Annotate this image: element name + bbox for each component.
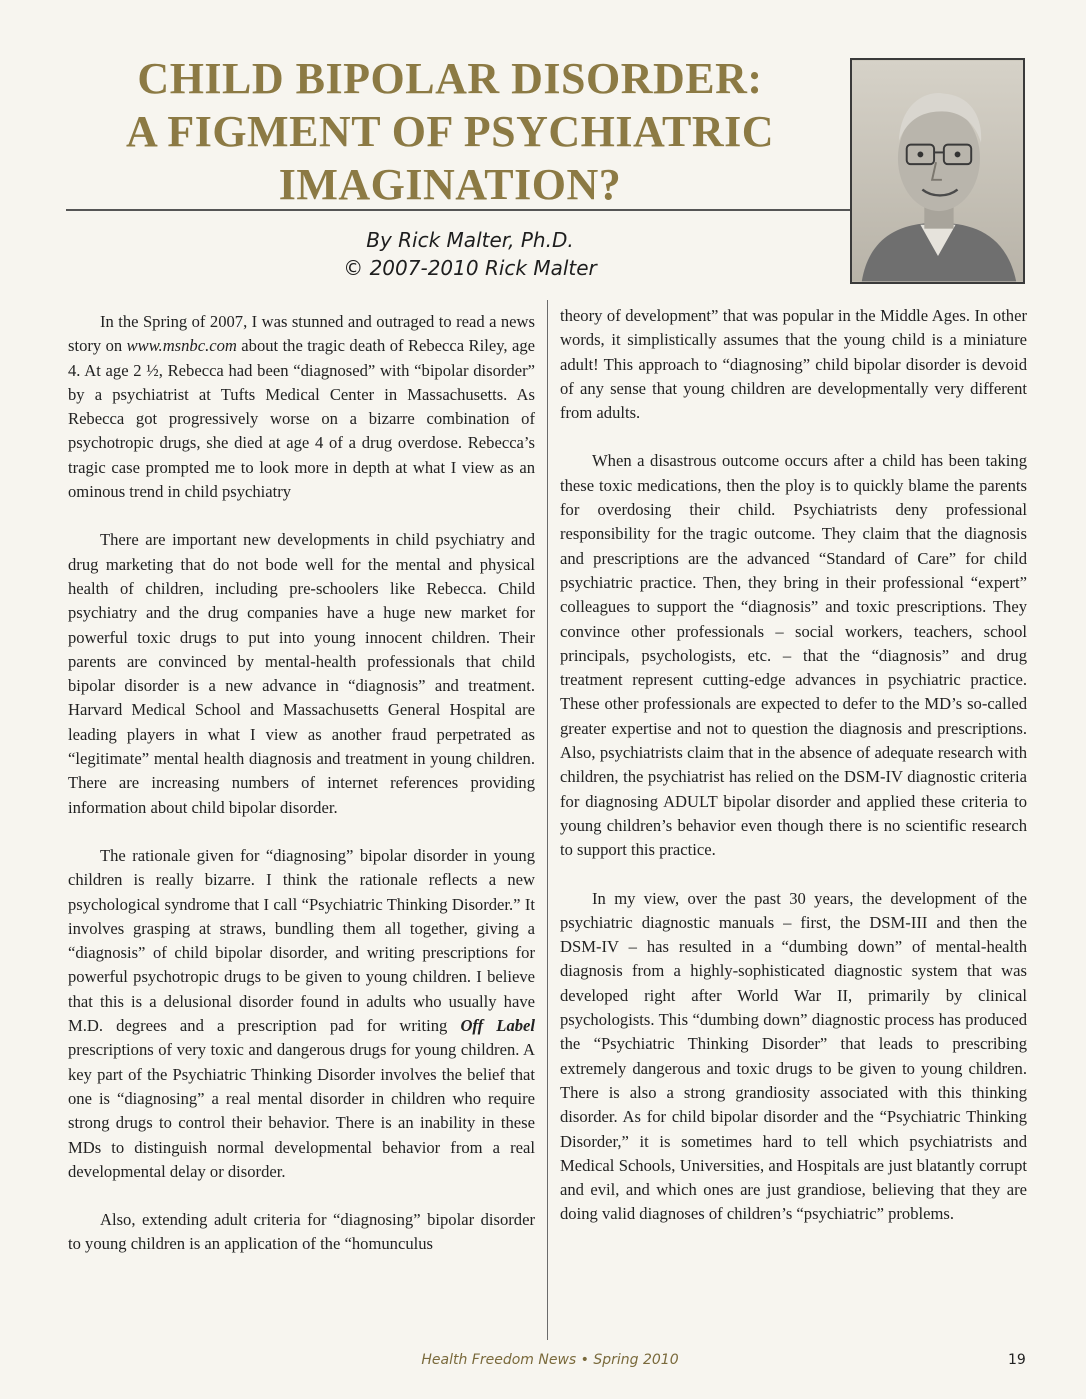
- column-divider: [547, 300, 548, 1340]
- author-photo: [850, 58, 1025, 284]
- paragraph-text: The rationale given for “diagnosing” bipolar disorder in young children is really bizarre. I think the rationale reflects a new psychological syndrome that I call “Psychiatric Thinking Disorder.” It involves grasping at straws, bundling them all together, giving a “diagnosis” of child bipolar disorder, and writing prescriptions for powerful psychotropic drugs to be given to young children. I believe that this is a delusional disorder found in adults who usually have M.D. degrees and a prescription pad for writing: [68, 845, 535, 1036]
- author-name: By Rick Malter, Ph.D.: [366, 228, 574, 252]
- title-line-3: IMAGINATION?: [278, 160, 622, 209]
- paragraph-text: prescriptions of very toxic and dangerous drugs for young children. A key part of the Psychiatric Thinking Disorder involves the belief that one is “diagnosing” a real mental disorder in children who require strong drugs to control their behavior. There is an inability in these MDs to distinguish normal developmental behavior from a real developmental delay or disorder.: [68, 1040, 535, 1181]
- emphasis-off-label: Off Label: [460, 1016, 536, 1036]
- publication-name: Health Freedom News • Spring 2010: [421, 1352, 679, 1368]
- title-line-1: CHILD BIPOLAR DISORDER:: [137, 54, 763, 103]
- byline: [280, 226, 660, 282]
- paragraph: Also, extending adult criteria for “diagnosing” bipolar disorder to young children is an application of the “homunculus: [68, 1210, 535, 1254]
- paragraph: There are important new developments in child psychiatry and drug marketing that do not bode well for the mental and physical health of children, including pre-schoolers like Rebecca. Child psychiatry and the drug companies have a huge new market for powerful toxic drugs to put into young innocent children. Their parents are convinced by mental-health professionals that child bipolar disorder is a new advance in “diagnosis” and treatment. Harvard Medical School and Massachusetts General Hospital are leading players in what I view as another fraud perpetrated as “legitimate” mental health diagnosis and treatment in young children. There are increasing numbers of internet references providing information about child bipolar disorder.: [68, 530, 535, 817]
- paragraph: In my view, over the past 30 years, the development of the psychiatric diagnostic manuals – first, the DSM-III and then the DSM-IV – has resulted in a “dumbing down” of mental-health diagnosis from a highly-sophisticated diagnostic system that was developed right after World War II, primarily by clinical psychologists. This “dumbing down” diagnostic process has produced the “Psychiatric Thinking Disorder” that leads to prescribing extremely dangerous and toxic drugs to be given to young children. There is also a strong grandiosity associated with this thinking disorder. As for child bipolar disorder and the “Psychiatric Thinking Disorder,” it is sometimes hard to tell which psychiatrists and Medical Schools, Universities, and Hospitals are just blatantly corrupt and evil, and which ones are just grandiose, believing that they are doing valid diagnoses of children’s “psychiatric” problems.: [560, 888, 1027, 1224]
- copyright-line: © 2007-2010 Rick Malter: [343, 256, 597, 280]
- paragraph-text: about the tragic death of Rebecca Riley, age 4. At age 2 ½, Rebecca had been “diagnosed” with “bipolar disorder” by a psychiatrist at Tufts Medical Center in Massachusetts. As Rebecca got progressively worse on a bizarre combination of psychotropic drugs, she died at age 4 of a drug overdose. Rebecca’s tragic case prompted me to look more in depth at what I view as an ominous trend in child psychiatry: [68, 336, 535, 502]
- news-link[interactable]: www.msnbc.com: [126, 336, 237, 356]
- title-line-2: A FIGMENT OF PSYCHIATRIC: [125, 107, 775, 156]
- paragraph: [68, 844, 535, 1184]
- page-number: 19: [1008, 1352, 1026, 1368]
- article-title: [60, 52, 840, 211]
- paragraph-text: In the Spring of 2007, I was stunned and outraged to read a news story on: [68, 312, 535, 356]
- left-column: [68, 310, 535, 1281]
- paragraph: When a disastrous outcome occurs after a child has been taking these toxic medications, then the ploy is to quickly blame the parents for overdosing their child. Psychiatrists deny professional responsibility for the tragic outcome. They claim that the diagnosis and prescriptions are the advanced “Standard of Care” for child psychiatric practice. Then, they bring in their professional “expert” colleagues to support the “diagnosis” and toxic prescriptions. They convince other professionals – social workers, teachers, school principals, psychologists, etc. – that the “diagnosis” and drug treatment represent cutting-edge advances in psychiatric practice. These other professionals are expected to defer to the MD’s so-called greater expertise and not to question the diagnosis and prescriptions. Also, psychiatrists claim that in the absence of adequate research with children, the psychiatrist has relied on the DSM-IV diagnostic criteria for diagnosing ADULT bipolar disorder and applied these criteria to young children’s behavior even though there is no scientific research to support this practice.: [560, 451, 1027, 860]
- right-column: [560, 304, 1027, 1251]
- paragraph: theory of development” that was popular in the Middle Ages. In other words, it simplistically assumes that the young child is a miniature adult! This approach to “diagnosing” child bipolar disorder is devoid of any sense that young children are developmentally very different from adults.: [560, 306, 1027, 423]
- title-divider: [66, 209, 852, 211]
- paragraph: [68, 310, 535, 504]
